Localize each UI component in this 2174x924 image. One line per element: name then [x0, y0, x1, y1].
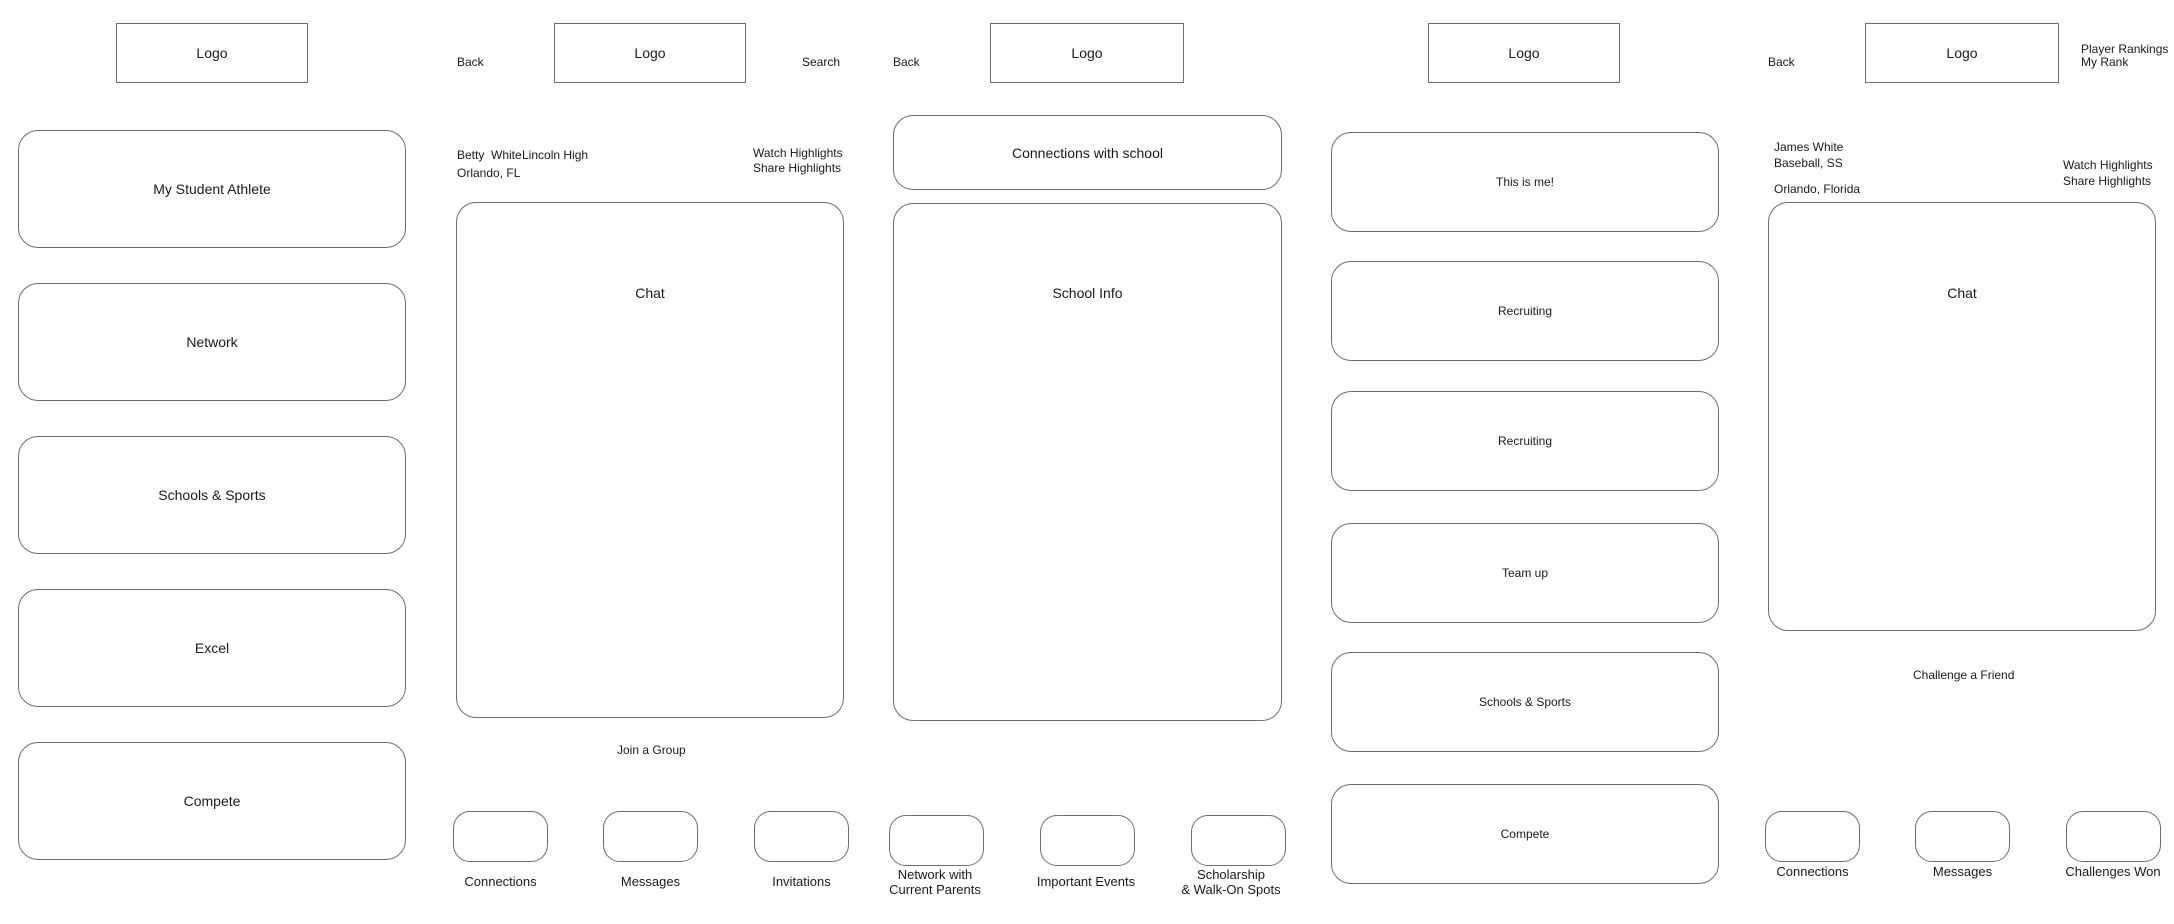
school-name: Lincoln High: [522, 148, 589, 162]
invitations-button[interactable]: [754, 811, 849, 862]
connections-label: Connections: [1776, 864, 1849, 879]
challenges-won-button[interactable]: [2066, 811, 2161, 862]
share-highlights-link[interactable]: Share Highlights: [2063, 174, 2152, 188]
messages-label: Messages: [620, 874, 681, 889]
logo: Logo: [1428, 23, 1620, 83]
menu-compete[interactable]: Compete: [18, 742, 406, 860]
messages-label: Messages: [1932, 864, 1993, 879]
player-name: James White: [1774, 140, 1844, 154]
important-events-button[interactable]: [1040, 815, 1135, 866]
menu-schools-sports[interactable]: Schools & Sports: [1331, 652, 1719, 752]
search-link[interactable]: Search: [802, 55, 841, 69]
network-parents-label: Network with Current Parents: [889, 867, 981, 897]
chat-title: Chat: [1947, 285, 1977, 301]
join-group-link[interactable]: Join a Group: [617, 743, 686, 757]
back-link[interactable]: Back: [893, 55, 920, 69]
player-position: Baseball, SS: [1774, 156, 1843, 170]
messages-button[interactable]: [1915, 811, 2010, 862]
menu-network[interactable]: Network: [18, 283, 406, 401]
share-highlights-link[interactable]: Share Highlights: [753, 161, 842, 175]
connections-button[interactable]: [1765, 811, 1860, 862]
menu-recruiting-2[interactable]: Recruiting: [1331, 391, 1719, 491]
watch-highlights-link[interactable]: Watch Highlights: [2063, 158, 2153, 172]
invitations-label: Invitations: [772, 874, 831, 889]
menu-this-is-me[interactable]: This is me!: [1331, 132, 1719, 232]
menu-team-up[interactable]: Team up: [1331, 523, 1719, 623]
chat-panel[interactable]: [456, 202, 844, 718]
logo: Logo: [554, 23, 746, 83]
watch-highlights-link[interactable]: Watch Highlights: [753, 146, 843, 160]
challenges-won-label: Challenges Won: [2065, 864, 2161, 879]
menu-my-student-athlete[interactable]: My Student Athlete: [18, 130, 406, 248]
messages-button[interactable]: [603, 811, 698, 862]
connections-button[interactable]: [453, 811, 548, 862]
menu-recruiting-1[interactable]: Recruiting: [1331, 261, 1719, 361]
athlete-name: Betty White: [457, 148, 522, 162]
scholarship-button[interactable]: [1191, 815, 1286, 866]
player-rankings-link[interactable]: Player Rankings: [2081, 42, 2169, 56]
menu-excel[interactable]: Excel: [18, 589, 406, 707]
school-info-panel[interactable]: [893, 203, 1282, 721]
menu-schools-sports[interactable]: Schools & Sports: [18, 436, 406, 554]
my-rank-link[interactable]: My Rank: [2081, 55, 2129, 69]
connections-label: Connections: [464, 874, 537, 889]
menu-compete[interactable]: Compete: [1331, 784, 1719, 884]
network-parents-button[interactable]: [889, 815, 984, 866]
athlete-location: Orlando, FL: [457, 166, 521, 180]
connections-with-school[interactable]: Connections with school: [893, 115, 1282, 190]
logo: Logo: [990, 23, 1184, 83]
important-events-label: Important Events: [1036, 874, 1136, 889]
logo: Logo: [116, 23, 308, 83]
chat-panel[interactable]: [1768, 202, 2156, 631]
logo: Logo: [1865, 23, 2059, 83]
school-info-title: School Info: [1052, 285, 1123, 301]
chat-title: Chat: [635, 285, 665, 301]
back-link[interactable]: Back: [457, 55, 484, 69]
scholarship-label: Scholarship & Walk-On Spots: [1181, 867, 1281, 897]
player-location: Orlando, Florida: [1774, 182, 1861, 196]
back-link[interactable]: Back: [1768, 55, 1795, 69]
challenge-friend-link[interactable]: Challenge a Friend: [1913, 668, 2015, 682]
